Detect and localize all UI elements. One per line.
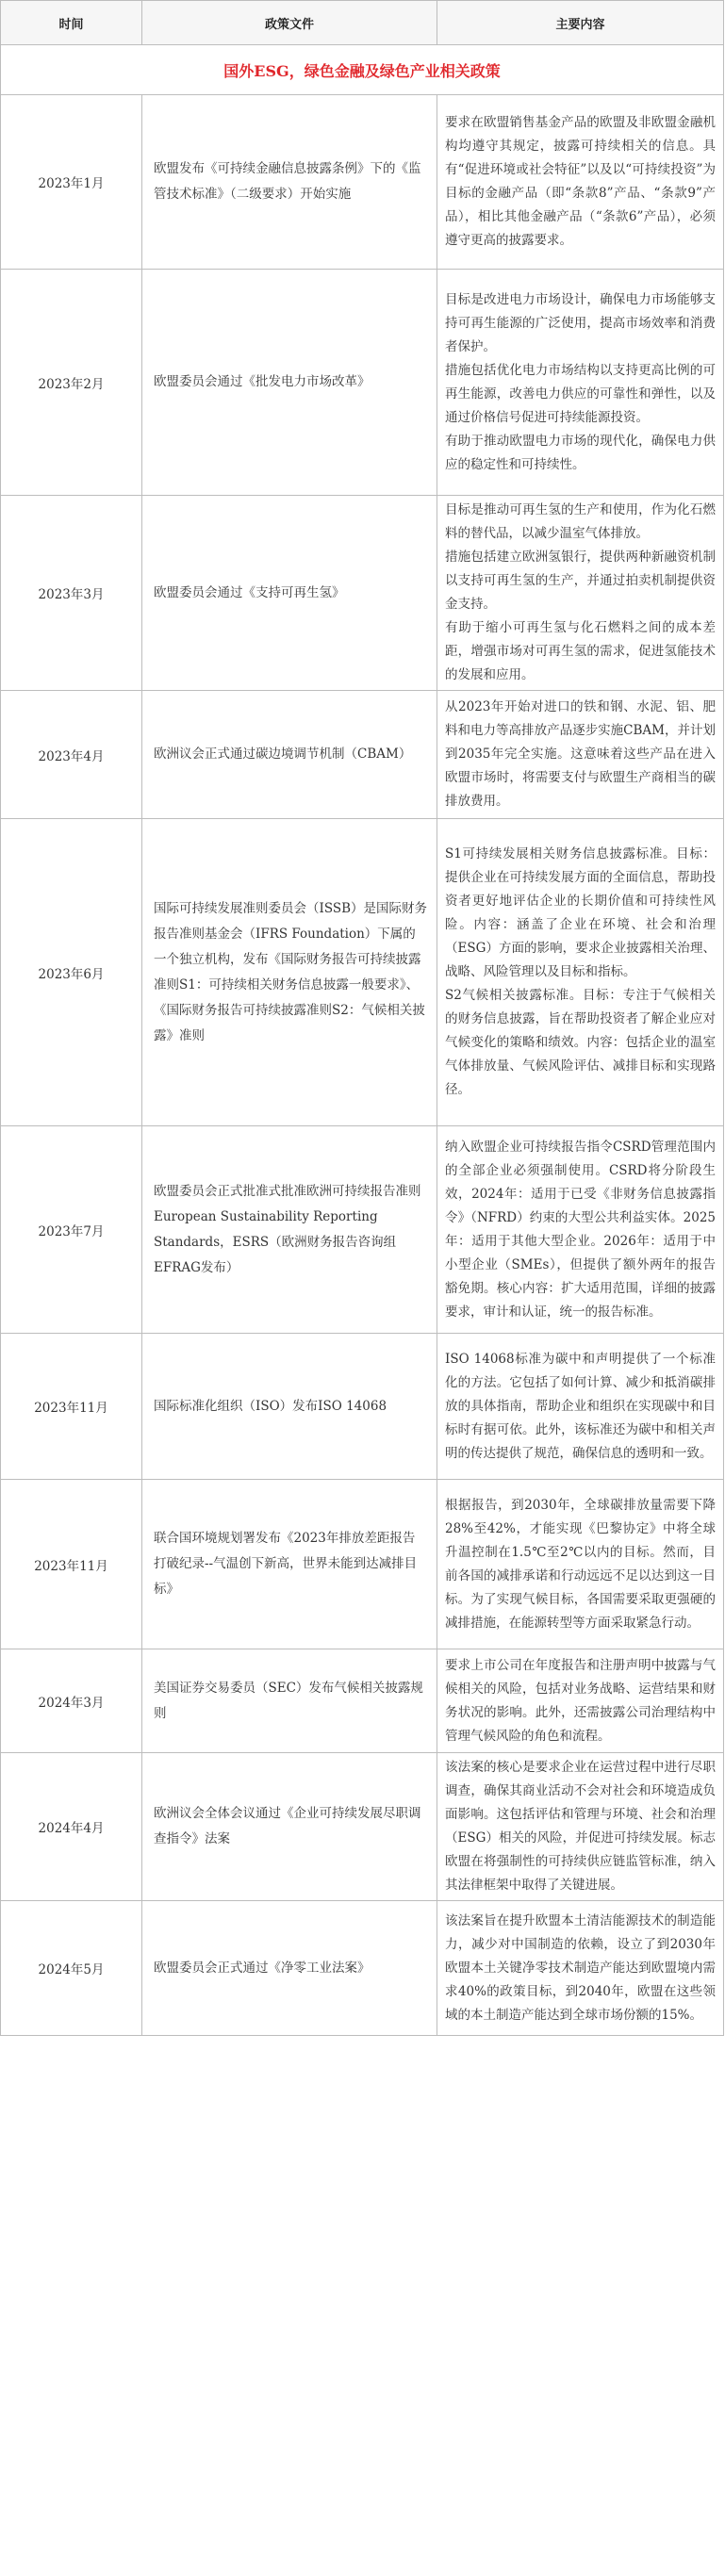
header-main-content: 主要内容 bbox=[437, 1, 724, 45]
content-paragraph: 目标是改进电力市场设计，确保电力市场能够支持可再生能源的广泛使用，提高市场效率和消费者保护。 bbox=[445, 291, 716, 354]
content-paragraph: ISO 14068标准为碳中和声明提供了一个标准化的方法。它包括了如何计算、减少和抵消碳排放的具体指南，帮助企业和组织在实现碳中和目标时有据可依。此外，该标准还为碳中和相关声明的传达提供了规范，确保信息的透明和一致。 bbox=[445, 1351, 716, 1461]
row-main-content bbox=[437, 270, 724, 496]
row-policy-document: 欧洲议会正式通过碳边境调节机制（CBAM） bbox=[142, 691, 437, 819]
table-row bbox=[1, 496, 724, 691]
row-time: 2023年6月 bbox=[1, 819, 142, 1126]
content-paragraph: 根据报告，到2030年，全球碳排放量需要下降28%至42%，才能实现《巴黎协定》中将全球升温控制在1.5℃至2℃以内的目标。然而，目前各国的减排承诺和行动远远不足以达到这一目标。为了实现气候目标，各国需要采取更强硬的减排措施，在能源转型等方面采取紧急行动。 bbox=[445, 1497, 716, 1631]
header-policy-document: 政策文件 bbox=[142, 1, 437, 45]
row-time: 2023年3月 bbox=[1, 496, 142, 691]
table-row bbox=[1, 1649, 724, 1753]
table-header-row bbox=[1, 1, 724, 45]
content-paragraph: 措施包括建立欧洲氢银行，提供两种新融资机制以支持可再生氢的生产，并通过拍卖机制提供资金支持。 bbox=[445, 550, 716, 612]
content-paragraph: 有助于推动欧盟电力市场的现代化，确保电力供应的稳定性和可持续性。 bbox=[445, 433, 716, 472]
row-time: 2024年5月 bbox=[1, 1901, 142, 2036]
section-title-row bbox=[1, 45, 724, 95]
row-policy-document: 欧盟委员会通过《批发电力市场改革》 bbox=[142, 270, 437, 496]
row-main-content bbox=[437, 819, 724, 1126]
content-paragraph: 措施包括优化电力市场结构以支持更高比例的可再生能源，改善电力供应的可靠性和弹性，以及通过价格信号促进可持续能源投资。 bbox=[445, 362, 716, 425]
row-main-content bbox=[437, 691, 724, 819]
content-paragraph: 有助于缩小可再生氢与化石燃料之间的成本差距，增强市场对可再生氢的需求，促进氢能技术的发展和应用。 bbox=[445, 620, 716, 682]
row-time: 2024年3月 bbox=[1, 1649, 142, 1753]
row-main-content bbox=[437, 1126, 724, 1334]
row-policy-document: 欧盟委员会正式通过《净零工业法案》 bbox=[142, 1901, 437, 2036]
row-policy-document: 国际可持续发展准则委员会（ISSB）是国际财务报告准则基金会（IFRS Foundation）下属的一个独立机构，发布《国际财务报告可持续披露准则S1：可持续相关财务信息披露一般要求》、《国际财务报告可持续披露准则S2：气候相关披露》准则 bbox=[142, 819, 437, 1126]
content-paragraph: 该法案旨在提升欧盟本土清洁能源技术的制造能力，减少对中国制造的依赖，设立了到2030年欧盟本土关键净零技术制造产能达到欧盟境内需求40%的政策目标，到2040年，欧盟在这些领域的本土制造产能达到全球市场份额的15%。 bbox=[445, 1912, 716, 2023]
row-main-content bbox=[437, 95, 724, 270]
content-paragraph: 要求在欧盟销售基金产品的欧盟及非欧盟金融机构均遵守其规定，披露可持续相关的信息。具有“促进环境或社会特征”以及以“可持续投资”为目标的金融产品（即“条款8”产品、“条款9”产品），相比其他金融产品（“条款6”产品），必须遵守更高的披露要求。 bbox=[445, 115, 716, 248]
row-time: 2024年4月 bbox=[1, 1753, 142, 1901]
row-policy-document: 国际标准化组织（ISO）发布ISO 14068 bbox=[142, 1334, 437, 1480]
header-time: 时间 bbox=[1, 1, 142, 45]
row-time: 2023年11月 bbox=[1, 1480, 142, 1649]
row-main-content bbox=[437, 1480, 724, 1649]
row-main-content bbox=[437, 496, 724, 691]
content-paragraph: 纳入欧盟企业可持续报告指令CSRD管理范围内的全部企业必须强制使用。CSRD将分阶段生效，2024年：适用于已受《非财务信息披露指令》（NFRD）约束的大型公共利益实体。2025年：适用于其他大型企业。2026年：适用于中小型企业（SMEs），但提供了额外两年的报告豁免期。核心内容：扩大适用范围，详细的披露要求，审计和认证，统一的报告标准。 bbox=[445, 1139, 716, 1320]
content-paragraph: S1可持续发展相关财务信息披露标准。目标：提供企业在可持续发展方面的全面信息，帮助投资者更好地评估企业的长期价值和可持续性风险。内容：涵盖了企业在环境、社会和治理（ESG）方面的影响，要求企业披露相关治理、战略、风险管理以及目标和指标。 bbox=[445, 846, 716, 979]
table-row bbox=[1, 1753, 724, 1901]
content-paragraph: 要求上市公司在年度报告和注册声明中披露与气候相关的风险，包括对业务战略、运营结果和财务状况的影响。此外，还需披露公司治理结构中管理气候风险的角色和流程。 bbox=[445, 1657, 716, 1744]
row-policy-document: 欧盟委员会通过《支持可再生氢》 bbox=[142, 496, 437, 691]
section-title: 国外ESG，绿色金融及绿色产业相关政策 bbox=[1, 45, 724, 95]
table-row bbox=[1, 1480, 724, 1649]
table-row bbox=[1, 1901, 724, 2036]
table-row bbox=[1, 270, 724, 496]
row-time: 2023年7月 bbox=[1, 1126, 142, 1334]
content-paragraph: S2气候相关披露标准。目标：专注于气候相关的财务信息披露，旨在帮助投资者了解企业应对气候变化的策略和绩效。内容：包括企业的温室气体排放量、气候风险评估、减排目标和实现路径。 bbox=[445, 988, 716, 1097]
row-time: 2023年4月 bbox=[1, 691, 142, 819]
content-paragraph: 从2023年开始对进口的铁和钢、水泥、铝、肥料和电力等高排放产品逐步实施CBAM，并计划到2035年完全实施。这意味着这些产品在进入欧盟市场时，将需要支付与欧盟生产商相当的碳排放费用。 bbox=[445, 699, 716, 809]
row-main-content bbox=[437, 1334, 724, 1480]
row-main-content bbox=[437, 1901, 724, 2036]
row-policy-document: 美国证券交易委员（SEC）发布气候相关披露规则 bbox=[142, 1649, 437, 1753]
content-paragraph: 该法案的核心是要求企业在运营过程中进行尽职调查，确保其商业活动不会对社会和环境造成负面影响。这包括评估和管理与环境、社会和治理（ESG）相关的风险，并促进可持续发展。标志欧盟在将强制性的可持续供应链监管标准，纳入其法律框架中取得了关键进展。 bbox=[445, 1760, 716, 1893]
row-policy-document: 欧洲议会全体会议通过《企业可持续发展尽职调查指令》法案 bbox=[142, 1753, 437, 1901]
row-time: 2023年1月 bbox=[1, 95, 142, 270]
row-policy-document: 联合国环境规划署发布《2023年排放差距报告打破纪录--气温创下新高，世界未能到达减排目标》 bbox=[142, 1480, 437, 1649]
table-row bbox=[1, 95, 724, 270]
row-time: 2023年2月 bbox=[1, 270, 142, 496]
table-row bbox=[1, 1334, 724, 1480]
table-row bbox=[1, 819, 724, 1126]
row-main-content bbox=[437, 1649, 724, 1753]
table-row bbox=[1, 691, 724, 819]
row-policy-document: 欧盟发布《可持续金融信息披露条例》下的《监管技术标准》（二级要求）开始实施 bbox=[142, 95, 437, 270]
row-main-content bbox=[437, 1753, 724, 1901]
row-policy-document: 欧盟委员会正式批准式批准欧洲可持续报告准则European Sustainability Reporting Standards，ESRS（欧洲财务报告咨询组EFRAG发布） bbox=[142, 1126, 437, 1334]
content-paragraph: 目标是推动可再生氢的生产和使用，作为化石燃料的替代品，以减少温室气体排放。 bbox=[445, 502, 716, 541]
row-time: 2023年11月 bbox=[1, 1334, 142, 1480]
table-row bbox=[1, 1126, 724, 1334]
